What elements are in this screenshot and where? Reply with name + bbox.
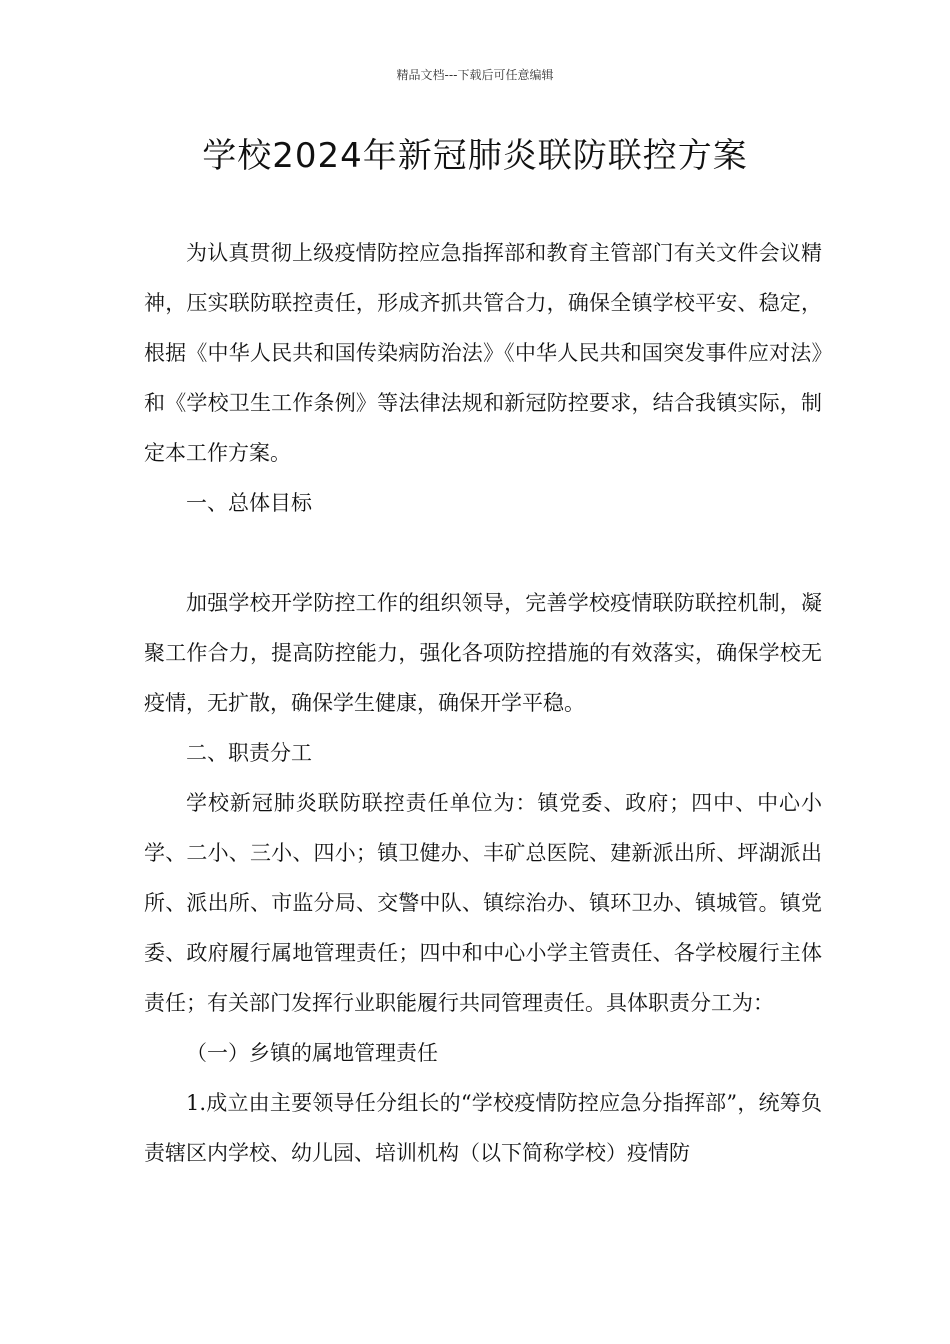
section-heading-responsibilities: 二、职责分工 [186, 741, 312, 765]
section-heading-overall-goal: 一、总体目标 [186, 491, 312, 515]
subsection-heading-township: （一）乡镇的属地管理责任 [186, 1041, 438, 1065]
item-1-paragraph: 1.成立由主要领导任分组长的“学校疫情防控应急分指挥部”，统筹负责辖区内学校、幼儿园、培训机构（以下简称学校）疫情防 [144, 1091, 822, 1165]
overall-goal-paragraph: 加强学校开学防控工作的组织领导，完善学校疫情联防联控机制，凝聚工作合力，提高防控能力，强化各项防控措施的有效落实，确保学校无疫情，无扩散，确保学生健康，确保开学平稳。 [144, 591, 822, 715]
header-note: 精品文档---下载后可任意编辑 [396, 68, 554, 82]
blank-gap [144, 528, 822, 578]
document-body [144, 228, 822, 1178]
responsibilities-paragraph: 学校新冠肺炎联防联控责任单位为：镇党委、政府；四中、中心小学、二小、三小、四小；镇卫健办、丰矿总医院、建新派出所、坪湖派出所、派出所、市监分局、交警中队、镇综治办、镇环卫办、镇城管。镇党委、政府履行属地管理责任；四中和中心小学主管责任、各学校履行主体责任；有关部门发挥行业职能履行共同管理责任。具体职责分工为： [144, 791, 822, 1015]
document-title: 学校2024年新冠肺炎联防联控方案 [202, 136, 748, 176]
intro-paragraph: 为认真贯彻上级疫情防控应急指挥部和教育主管部门有关文件会议精神，压实联防联控责任，形成齐抓共管合力，确保全镇学校平安、稳定，根据《中华人民共和国传染病防治法》《中华人民共和国突发事件应对法》和《学校卫生工作条例》等法律法规和新冠防控要求，结合我镇实际，制定本工作方案。 [144, 241, 822, 465]
